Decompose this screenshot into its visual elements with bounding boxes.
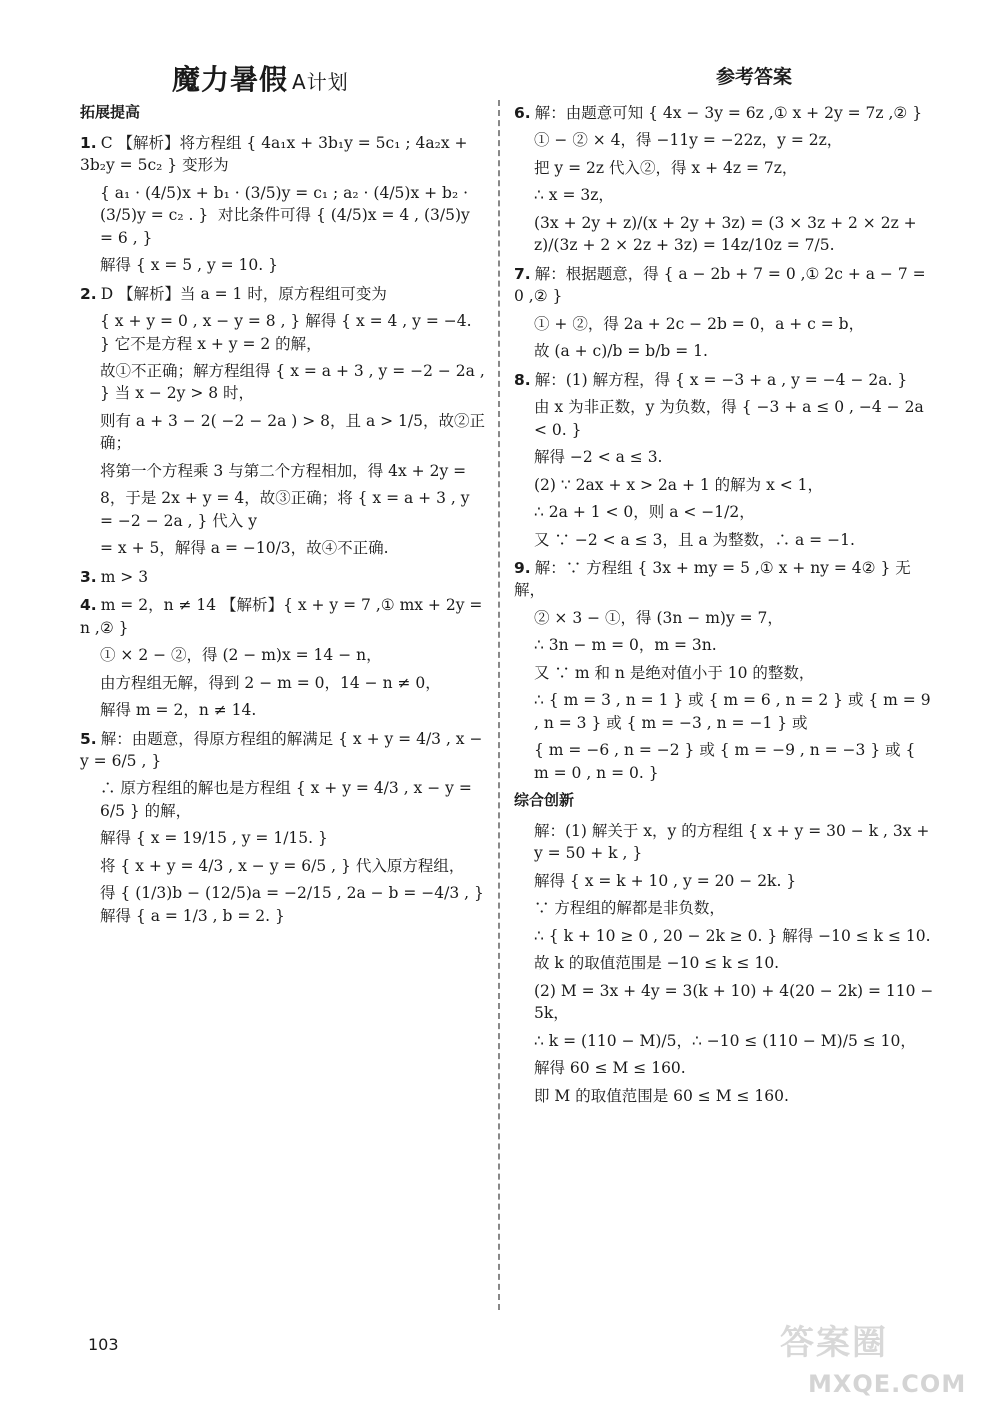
- book-title: [172, 58, 349, 98]
- creative-line: 解得 60 ≤ M ≤ 160.: [534, 1059, 686, 1078]
- line-text: ① × 2 − ②，得 (2 − m)x = 14 − n，: [100, 646, 382, 665]
- line-text: 解得 { x = 19/15 , y = 1/15. }: [100, 829, 328, 848]
- answer-item: [80, 728, 489, 928]
- book-title-suffix: A计划: [292, 70, 349, 94]
- answer-line: [514, 369, 934, 391]
- answer-line: [514, 529, 934, 551]
- item-number: 6.: [514, 104, 531, 122]
- creative-line: ∴ { k + 10 ≥ 0 , 20 − 2k ≥ 0. } 解得 −10 ≤ k ≤ 10.: [534, 926, 931, 945]
- creative-line: 解：(1) 解关于 x，y 的方程组 { x + y = 30 − k , 3x + y = 50 + k , }: [534, 821, 935, 863]
- answer-line: [514, 474, 934, 496]
- line-text: ∴ { m = 3 , n = 1 } 或 { m = 6 , n = 2 } 或 { m = 9 , n = 3 } 或 { m = −3 , n = −1 } 或: [534, 691, 936, 732]
- answer-line: [514, 263, 934, 308]
- item-number: 4.: [80, 596, 97, 615]
- answer-line: [514, 102, 934, 124]
- line-text: 又 ∵ −2 < a ≤ 3，且 a 为整数，∴ a = −1.: [534, 530, 855, 549]
- line-text: 故①不正确；解方程组得 { x = a + 3 , y = −2 − 2a , } 当 x − 2y > 8 时，: [100, 361, 490, 403]
- line-text: m = 2，n ≠ 14 【解析】{ x + y = 7 ,① mx + 2y = n ,② }: [80, 596, 488, 637]
- line-text: ① + ②，得 2a + 2c − 2b = 0，a + c = b，: [534, 314, 865, 333]
- answer-line: [80, 827, 485, 849]
- creative-line: 故 k 的取值范围是 −10 ≤ k ≤ 10.: [534, 954, 780, 973]
- line-text: { m = −6 , n = −2 } 或 { m = −9 , n = −3 } 或 { m = 0 , n = 0. }: [534, 741, 921, 782]
- line-text: 解：(1) 解方程，得 { x = −3 + a , y = −4 − 2a. }: [534, 370, 908, 389]
- answer-line: [80, 672, 485, 694]
- answer-line: [514, 662, 934, 684]
- line-text: 又 ∵ m 和 n 是绝对值小于 10 的整数，: [534, 663, 815, 682]
- creative-line: ∵ 方程组的解都是非负数，: [534, 899, 725, 918]
- left-items: [80, 132, 490, 928]
- answer-line: [514, 340, 934, 362]
- column-divider: [498, 100, 500, 1310]
- answer-line: [514, 157, 934, 179]
- line-text: 8，于是 2x + y = 4，故③正确；将 { x = a + 3 , y = −2 − 2a , } 代入 y: [100, 489, 475, 530]
- section-title-extension: 拓展提高: [80, 103, 141, 121]
- line-text: 解：由题意，得原方程组的解满足 { x + y = 4/3 , x − y = 6/5 , }: [80, 729, 488, 770]
- line-text: m > 3: [100, 567, 149, 586]
- line-text: 解得 −2 < a ≤ 3.: [534, 448, 663, 467]
- answer-item: [80, 594, 488, 721]
- line-text: 由 x 为非正数，y 为负数，得 { −3 + a ≤ 0 , −4 − 2a < 0. }: [534, 398, 929, 439]
- answer-line: [80, 283, 485, 305]
- answer-line: [80, 594, 488, 639]
- answer-line: [80, 360, 490, 405]
- answer-item: [80, 566, 485, 588]
- watermark-logo: 答案圈: [780, 1323, 888, 1363]
- answer-line: [80, 644, 485, 666]
- item-number: 8.: [514, 370, 531, 389]
- answer-line: [514, 501, 934, 523]
- line-text: (3x + 2y + z)/(x + 2y + 3z) = (3 × 3z + 2 × 2z + z)/(3z + 2 × 2z + 3z) = 14z/10z = 7/5.: [534, 213, 922, 255]
- creative-line: (2) M = 3x + 4y = 3(k + 10) + 4(20 − 2k) = 110 − 5k，: [534, 981, 939, 1023]
- answer-key-label: 参考答案: [716, 66, 793, 88]
- line-text: C 【解析】将方程组 { 4a₁x + 3b₁y = 5c₁ ; 4a₂x + 3b₂y = 5c₂ } 变形为: [80, 133, 473, 175]
- line-text: ∴ 2a + 1 < 0，则 a < −1/2，: [534, 503, 755, 522]
- line-text: (2) ∵ 2ax + x > 2a + 1 的解为 x < 1，: [534, 475, 824, 494]
- line-text: 得 { (1/3)b − (12/5)a = −2/15 , 2a − b = −4/3 , } 解得 { a = 1/3 , b = 2. }: [100, 884, 489, 925]
- line-text: 则有 a + 3 − 2( −2 − 2a ) > 8，且 a > 1/5，故②正确；: [100, 411, 485, 453]
- line-text: 将 { x + y = 4/3 , x − y = 6/5 , } 代入原方程组，: [100, 856, 465, 875]
- answer-line: [80, 882, 489, 927]
- answer-line: [514, 184, 934, 206]
- answer-item: [514, 263, 934, 363]
- line-text: D 【解析】当 a = 1 时，原方程组可变为: [100, 284, 387, 303]
- line-text: 将第一个方程乘 3 与第二个方程相加，得 4x + 2y =: [100, 461, 467, 480]
- right-items: [514, 102, 934, 784]
- answer-line: [514, 607, 934, 629]
- answer-line: [514, 129, 934, 151]
- answer-line: [80, 699, 485, 721]
- book-title-main: 魔力暑假: [172, 63, 289, 96]
- answer-line: [80, 487, 485, 532]
- line-text: 把 y = 2z 代入②，得 x + 4z = 7z，: [534, 158, 798, 177]
- watermark-url: MXQE.COM: [808, 1370, 967, 1398]
- answer-line: [514, 557, 934, 602]
- item-number: 9.: [514, 558, 531, 577]
- creative-line: 即 M 的取值范围是 60 ≤ M ≤ 160.: [534, 1086, 789, 1105]
- line-text: ① − ② × 4，得 −11y = −22z，y = 2z，: [534, 131, 843, 150]
- answer-item: [514, 557, 934, 784]
- line-text: ∴ 3n − m = 0，m = 3n.: [534, 636, 717, 655]
- answer-line: [514, 689, 934, 734]
- line-text: 解：根据题意，得 { a − 2b + 7 = 0 ,① 2c + a − 7 = 0 ,② }: [514, 264, 931, 306]
- line-text: 解得 { x = 5 , y = 10. }: [100, 256, 278, 275]
- answer-item: [80, 132, 485, 277]
- creative-line: 解得 { x = k + 10 , y = 20 − 2k. }: [534, 871, 797, 890]
- answer-line: [80, 566, 485, 588]
- answer-line: [514, 739, 934, 784]
- answer-item: [514, 102, 934, 257]
- left-column: [80, 102, 490, 933]
- right-column: [514, 102, 939, 1112]
- answer-line: [80, 460, 485, 482]
- line-text: 解得 m = 2，n ≠ 14.: [100, 701, 257, 720]
- section-title-creative: 综合创新: [514, 791, 575, 810]
- answer-line: [514, 634, 934, 656]
- answer-line: [80, 182, 485, 249]
- line-text: = x + 5，解得 a = −10/3，故④不正确.: [100, 539, 389, 558]
- line-text: ∴ 原方程组的解也是方程组 { x + y = 4/3 , x − y = 6/5 } 的解，: [100, 779, 477, 820]
- answer-line: [514, 212, 934, 257]
- line-text: { a₁ · (4/5)x + b₁ · (3/5)y = c₁ ; a₂ · (4/5)x + b₂ · (3/5)y = c₂ . } 对比条件可得 { (4/5)x = 4 , (3/5)y = 6 , }: [100, 183, 475, 247]
- item-number: 5.: [80, 729, 97, 748]
- line-text: ∴ x = 3z，: [534, 186, 614, 205]
- item-number: 1.: [80, 133, 97, 152]
- answer-line: [80, 855, 485, 877]
- creative-line: ∴ k = (110 − M)/5，∴ −10 ≤ (110 − M)/5 ≤ 10，: [534, 1031, 916, 1050]
- line-text: ② × 3 − ①，得 (3n − m)y = 7，: [534, 608, 783, 627]
- answer-line: [514, 396, 934, 441]
- creative-solution: [514, 820, 939, 1107]
- line-text: 故 (a + c)/b = b/b = 1.: [534, 342, 708, 361]
- line-text: 由方程组无解，得到 2 − m = 0，14 − n ≠ 0，: [100, 673, 441, 692]
- answer-line: [80, 410, 485, 455]
- answer-line: [80, 777, 485, 822]
- answer-line: [514, 313, 934, 335]
- answer-item: [80, 283, 490, 560]
- item-number: 2.: [80, 284, 97, 303]
- item-number: 3.: [80, 567, 97, 586]
- line-text: 解：由题意可知 { 4x − 3y = 6z ,① x + 2y = 7z ,② }: [534, 104, 923, 122]
- item-number: 7.: [514, 264, 531, 283]
- page-number: 103: [88, 1335, 119, 1354]
- answer-item: [514, 369, 934, 551]
- line-text: { x + y = 0 , x − y = 8 , } 解得 { x = 4 , y = −4. } 它不是方程 x + y = 2 的解，: [100, 312, 477, 353]
- answer-line: [80, 132, 485, 177]
- answer-line: [80, 310, 485, 355]
- answer-line: [80, 254, 485, 276]
- answer-line: [80, 728, 488, 773]
- line-text: 解：∵ 方程组 { 3x + my = 5 ,① x + ny = 4② } 无解，: [514, 558, 911, 600]
- answer-line: [80, 537, 485, 559]
- answer-line: [514, 446, 934, 468]
